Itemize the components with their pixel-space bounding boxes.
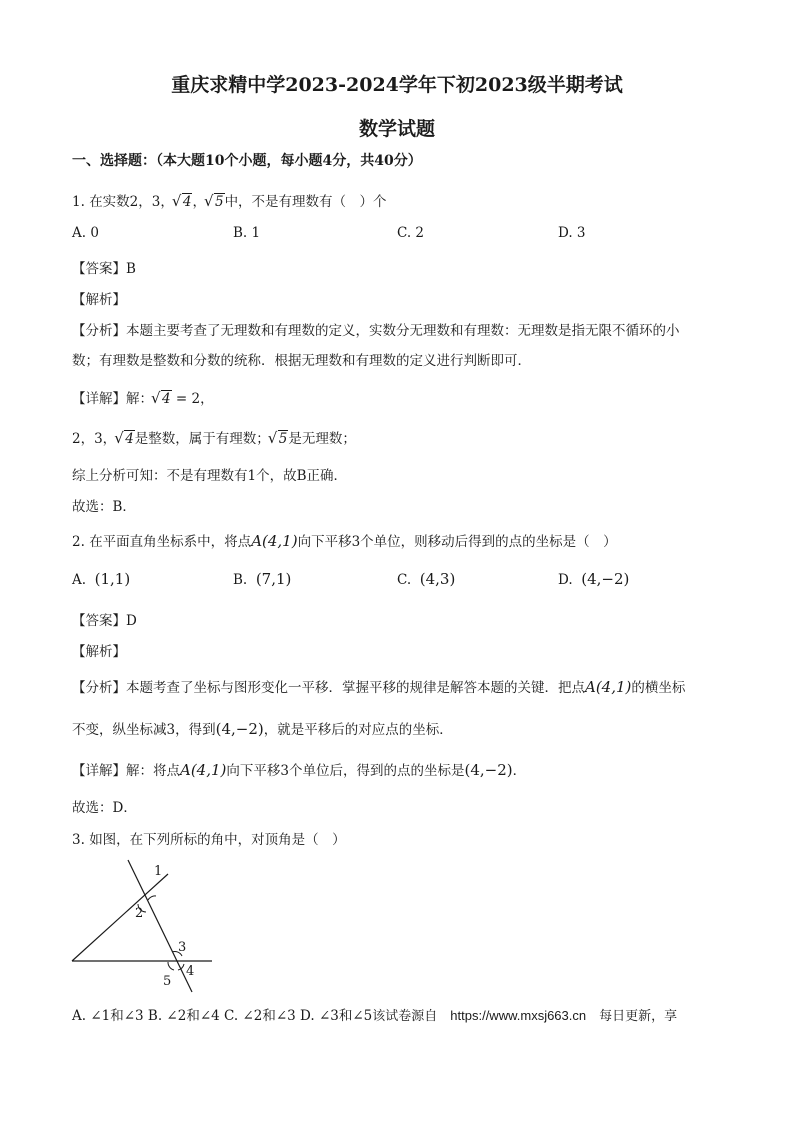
point-expression: A(4,1) bbox=[180, 761, 227, 779]
q3-options: A. ∠1和∠3 B. ∠2和∠4 C. ∠2和∠3 D. ∠3和∠5 bbox=[72, 1008, 373, 1024]
question-1 bbox=[72, 190, 387, 210]
equation-text: = 2， bbox=[175, 391, 214, 407]
analysis-label: 【解析】 bbox=[72, 644, 126, 660]
question-3 bbox=[72, 828, 346, 848]
question-text: 如图，在下列所标的角中，对顶角是（ ） bbox=[89, 832, 346, 848]
sqrt-expression: √ 4 bbox=[153, 391, 172, 407]
question-number: 2. bbox=[72, 534, 85, 550]
geometry-figure bbox=[60, 852, 230, 1002]
sqrt-expression: √ 5 bbox=[270, 431, 289, 447]
detail-line: 【详解】解：将点A(4,1)向下平移3个单位后，得到的点的坐标是(4,−2)． bbox=[72, 761, 527, 779]
detail-text: 2，3， bbox=[72, 431, 117, 447]
angle-label-5: 5 bbox=[163, 974, 172, 989]
detail-text: 是整数，属于有理数； bbox=[134, 431, 270, 447]
angle-label-1: 1 bbox=[154, 864, 163, 879]
analysis-text-line-1: 【分析】本题考查了坐标与图形变化一平移．掌握平移的规律是解答本题的关键．把点A(4,1)的横坐标 bbox=[72, 678, 686, 696]
analysis-label: 【解析】 bbox=[72, 292, 126, 308]
angle-label-2: 2 bbox=[135, 906, 144, 921]
option-b: B. 1 bbox=[233, 225, 261, 241]
sqrt-expression: √ 4 bbox=[116, 431, 135, 447]
question-text: 向下平移3个单位，则移动后得到的点的坐标是（ ） bbox=[297, 534, 617, 550]
point-expression: (4,−2) bbox=[215, 720, 264, 738]
angle-label-4: 4 bbox=[186, 964, 195, 979]
angle-arc-5 bbox=[168, 962, 174, 970]
transversal-line bbox=[128, 860, 195, 992]
summary-line: 综上分析可知：不是有理数有1个，故B正确． bbox=[72, 468, 348, 484]
comma: ， bbox=[192, 194, 206, 210]
option-c: C. 2 bbox=[397, 225, 425, 241]
option-a: A. (1,1) bbox=[72, 570, 131, 588]
angle-arc-1 bbox=[148, 896, 156, 900]
slanted-line bbox=[72, 874, 168, 961]
point-expression: A(4,1) bbox=[585, 678, 632, 696]
detail-text: 是无理数； bbox=[288, 431, 356, 447]
q3-options-line bbox=[72, 1004, 677, 1024]
answer-line: 【答案】D bbox=[72, 613, 137, 629]
choose-line: 故选：D． bbox=[72, 800, 137, 816]
detail-line-1 bbox=[72, 387, 214, 407]
analysis-text-line-2: 数；有理数是整数和分数的统称．根据无理数和有理数的定义进行判断即可． bbox=[72, 353, 531, 369]
option-b: B. (7,1) bbox=[233, 570, 292, 588]
choose-line: 故选：B． bbox=[72, 499, 136, 515]
analysis-text-line-1: 【分析】本题主要考查了无理数和有理数的定义，实数分无理数和有理数：无理数是指无限不循环的小 bbox=[72, 323, 680, 339]
option-d: D. (4,−2) bbox=[558, 570, 630, 588]
exam-subtitle: 数学试题 bbox=[358, 118, 435, 140]
sqrt-expression: √ 5 bbox=[206, 194, 225, 210]
source-watermark: 该试卷源自 https://www.mxsj663.cn 每日更新，享 bbox=[372, 1008, 678, 1023]
point-expression: (4,−2) bbox=[464, 761, 513, 779]
question-number: 3. bbox=[72, 832, 85, 848]
detail-label: 【详解】解： bbox=[72, 391, 153, 407]
angle-label-3: 3 bbox=[178, 940, 187, 955]
option-c: C. (4,3) bbox=[397, 570, 456, 588]
question-number: 1. bbox=[72, 194, 85, 210]
detail-line-2 bbox=[72, 427, 356, 447]
section-heading: 一、选择题：（本大题10个小题，每小题4分，共40分） bbox=[72, 153, 422, 169]
question-text: 在平面直角坐标系中，将点 bbox=[89, 534, 252, 550]
question-text: 在实数2，3， bbox=[89, 194, 174, 210]
option-a: A. 0 bbox=[72, 225, 99, 241]
option-d: D. 3 bbox=[558, 225, 586, 241]
question-text: 中，不是有理数有（ ）个 bbox=[224, 194, 387, 210]
question-2 bbox=[72, 530, 617, 550]
answer-line: 【答案】B bbox=[72, 261, 136, 277]
point-expression: A(4,1) bbox=[251, 532, 298, 550]
exam-title: 重庆求精中学2023-2024学年下初2023级半期考试 bbox=[171, 74, 623, 96]
analysis-text-line-2: 不变，纵坐标减3，得到(4,−2)，就是平移后的对应点的坐标． bbox=[72, 720, 453, 738]
sqrt-expression: √ 4 bbox=[174, 194, 193, 210]
